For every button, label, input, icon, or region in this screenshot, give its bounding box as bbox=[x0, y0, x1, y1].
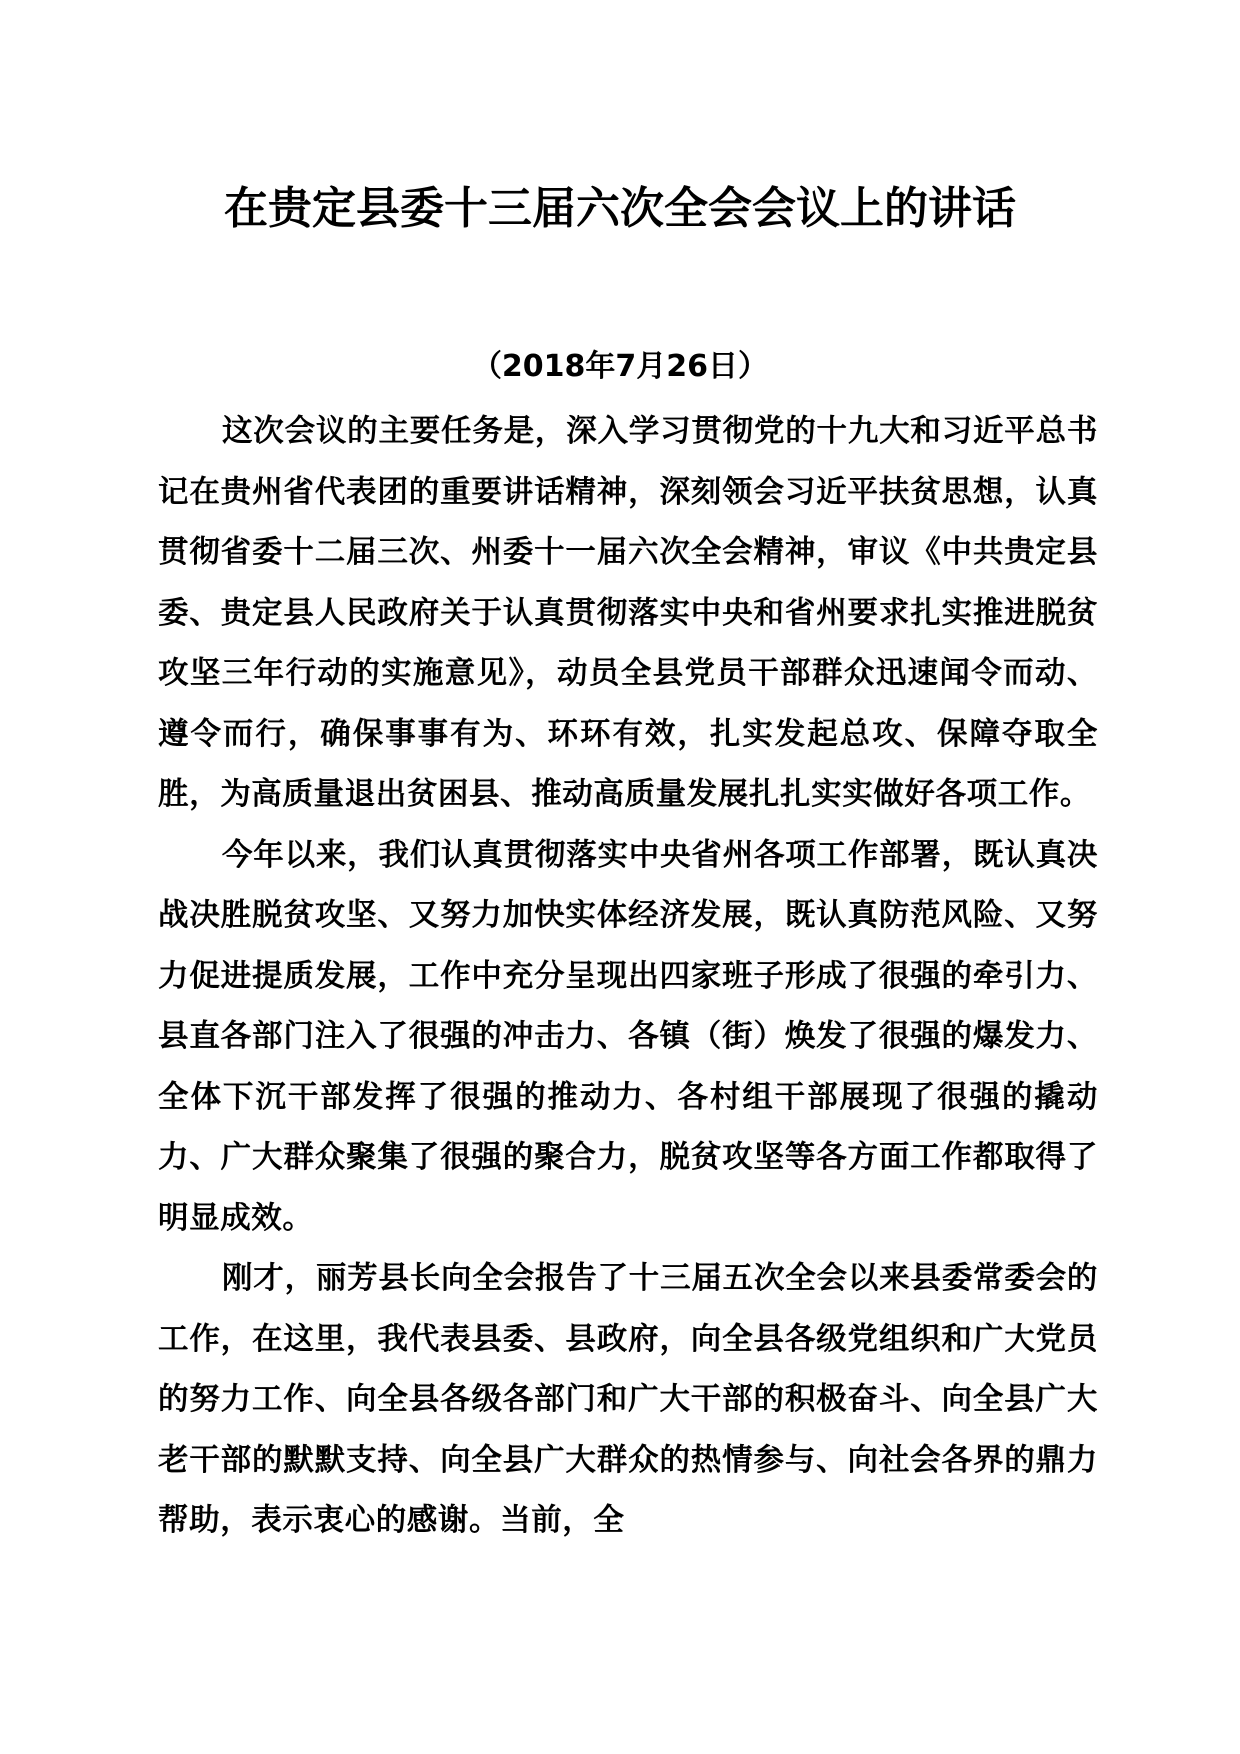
document-body bbox=[158, 402, 1098, 1552]
paragraph: 这次会议的主要任务是，深入学习贯彻党的十九大和习近平总书记在贵州省代表团的重要讲话精神，深刻领会习近平扶贫思想，认真贯彻省委十二届三次、州委十一届六次全会精神，审议《中共贵定县委、贵定县人民政府关于认真贯彻落实中央和省州要求扎实推进脱贫攻坚三年行动的实施意见》，动员全县党员干部群众迅速闻令而动、遵令而行，确保事事有为、环环有效，扎实发起总攻、保障夺取全胜，为高质量退出贫困县、推动高质量发展扎扎实实做好各项工作。 bbox=[158, 414, 1098, 812]
paragraph: 今年以来，我们认真贯彻落实中央省州各项工作部署，既认真决战决胜脱贫攻坚、又努力加快实体经济发展，既认真防范风险、又努力促进提质发展，工作中充分呈现出四家班子形成了很强的牵引力、县直各部门注入了很强的冲击力、各镇（街）焕发了很强的爆发力、全体下沉干部发挥了很强的推动力、各村组干部展现了很强的撬动力、广大群众聚集了很强的聚合力，脱贫攻坚等各方面工作都取得了明显成效。 bbox=[158, 837, 1098, 1236]
speech-date: （2018年7月26日） bbox=[471, 349, 769, 384]
document-title: 在贵定县委十三届六次全会会议上的讲话 bbox=[224, 183, 1016, 235]
paragraph: 刚才，丽芳县长向全会报告了十三届五次全会以来县委常委会的工作，在这里，我代表县委、县政府，向全县各级党组织和广大党员的努力工作、向全县各级各部门和广大干部的积极奋斗、向全县广大老干部的默默支持、向全县广大群众的热情参与、向社会各界的鼎力帮助，表示衷心的感谢。当前，全 bbox=[158, 1261, 1098, 1538]
